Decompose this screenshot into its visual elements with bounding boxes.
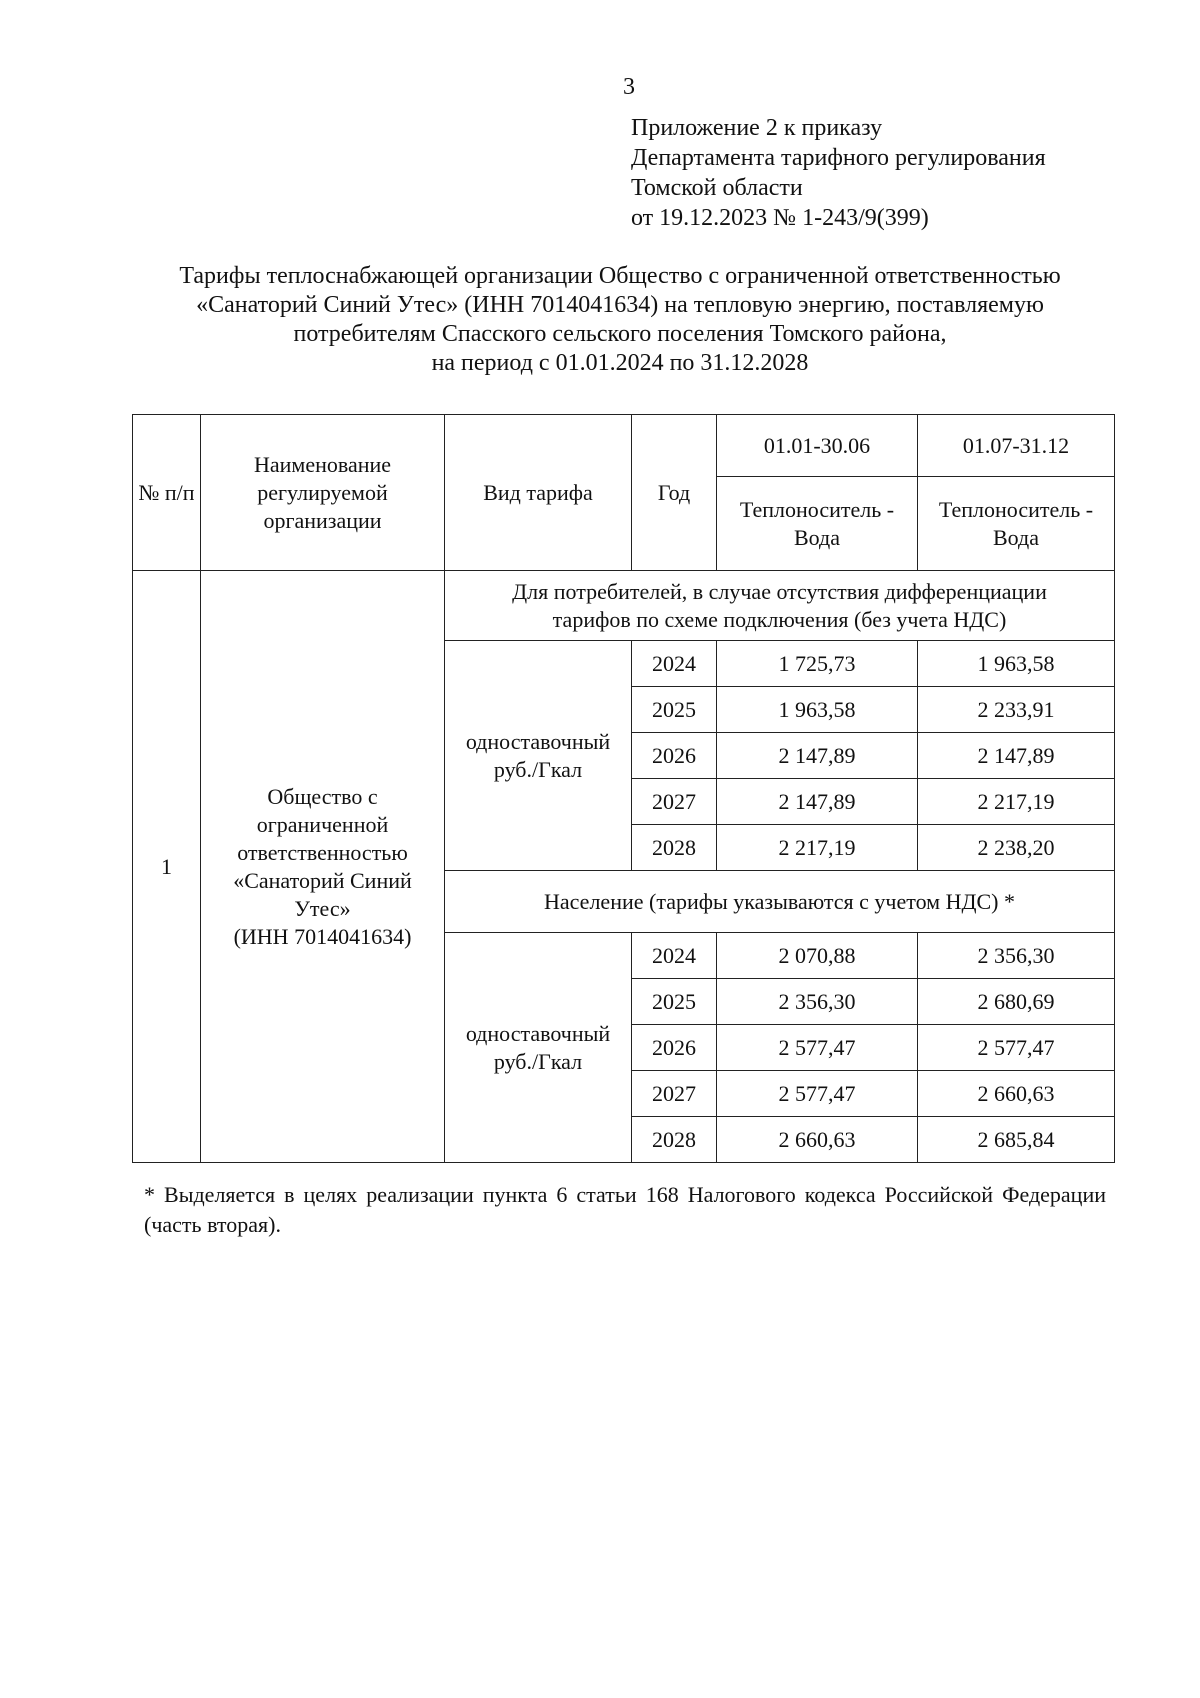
value-cell: 2 147,89 — [717, 733, 918, 779]
organization-name — [201, 571, 445, 1163]
row-number: 1 — [133, 571, 201, 1163]
page-number: 3 — [623, 74, 635, 100]
header-period-2: 01.07-31.12 — [918, 415, 1115, 477]
header-carrier-2: Теплоноситель - Вода — [918, 477, 1115, 571]
section1-heading — [445, 571, 1115, 641]
org-line: (ИНН 7014041634) — [233, 923, 412, 949]
value-cell: 2 577,47 — [717, 1025, 918, 1071]
year-cell: 2028 — [632, 825, 717, 871]
title-line: «Санаторий Синий Утес» (ИНН 7014041634) на тепловую энергию, поставляемую — [196, 292, 1044, 318]
year-cell: 2026 — [632, 733, 717, 779]
section2-tariff-type — [445, 933, 632, 1163]
value-cell: 2 147,89 — [918, 733, 1115, 779]
year-cell: 2024 — [632, 933, 717, 979]
value-cell: 2 577,47 — [717, 1071, 918, 1117]
value-cell: 1 963,58 — [918, 641, 1115, 687]
title-line: потребителям Спасского сельского поселения Томского района, — [293, 321, 947, 347]
year-cell: 2025 — [632, 979, 717, 1025]
value-cell: 2 147,89 — [717, 779, 918, 825]
value-cell: 2 660,63 — [717, 1117, 918, 1163]
header-num: № п/п — [133, 415, 201, 571]
year-cell: 2027 — [632, 779, 717, 825]
appendix-line: Приложение 2 к приказу — [631, 115, 883, 141]
value-cell: 2 356,30 — [717, 979, 918, 1025]
tariff-table — [132, 414, 1115, 1163]
header-org-name: Наименование регулируемой организации — [201, 415, 445, 571]
year-cell: 2026 — [632, 1025, 717, 1071]
value-cell: 1 725,73 — [717, 641, 918, 687]
value-cell: 2 217,19 — [918, 779, 1115, 825]
appendix-reference — [631, 113, 1046, 233]
header-year: Год — [632, 415, 717, 571]
section-heading-row — [133, 571, 1115, 641]
value-cell: 2 685,84 — [918, 1117, 1115, 1163]
header-period-1: 01.01-30.06 — [717, 415, 918, 477]
org-line: «Санаторий Синий — [233, 867, 412, 893]
appendix-line: от 19.12.2023 № 1-243/9(399) — [631, 205, 929, 231]
appendix-line: Департамента тарифного регулирования — [631, 145, 1046, 171]
tariff-type-line: одноставочный — [465, 728, 611, 754]
value-cell: 2 680,69 — [918, 979, 1115, 1025]
document-title — [120, 262, 1120, 378]
org-line: ограниченной — [256, 811, 389, 837]
year-cell: 2028 — [632, 1117, 717, 1163]
header-carrier-1: Теплоноситель - Вода — [717, 477, 918, 571]
tariff-type-line: одноставочный — [465, 1020, 611, 1046]
value-cell: 2 217,19 — [717, 825, 918, 871]
year-cell: 2024 — [632, 641, 717, 687]
year-cell: 2025 — [632, 687, 717, 733]
footnote: * Выделяется в целях реализации пункта 6 статьи 168 Налогового кодекса Российской Федерации (часть вторая). — [144, 1182, 1106, 1237]
header-row — [133, 415, 1115, 477]
tariff-type-line: руб./Гкал — [493, 756, 583, 782]
org-line: ответственностью — [237, 839, 408, 865]
value-cell: 2 070,88 — [717, 933, 918, 979]
org-line: Общество с — [267, 783, 378, 809]
title-line: Тарифы теплоснабжающей организации Общество с ограниченной ответственностью — [179, 263, 1061, 289]
org-line: Утес» — [294, 895, 351, 921]
value-cell: 1 963,58 — [717, 687, 918, 733]
value-cell: 2 660,63 — [918, 1071, 1115, 1117]
tariff-type-line: руб./Гкал — [493, 1048, 583, 1074]
section1-heading-line: тарифов по схеме подключения (без учета НДС) — [552, 606, 1007, 632]
section1-heading-line: Для потребителей, в случае отсутствия дифференциации — [512, 578, 1047, 604]
value-cell: 2 238,20 — [918, 825, 1115, 871]
value-cell: 2 356,30 — [918, 933, 1115, 979]
value-cell: 2 577,47 — [918, 1025, 1115, 1071]
section2-heading: Население (тарифы указываются с учетом НДС) * — [445, 871, 1115, 933]
section1-tariff-type — [445, 641, 632, 871]
appendix-line: Томской области — [631, 175, 803, 201]
header-tariff-type: Вид тарифа — [445, 415, 632, 571]
year-cell: 2027 — [632, 1071, 717, 1117]
title-line: на период с 01.01.2024 по 31.12.2028 — [431, 350, 809, 376]
value-cell: 2 233,91 — [918, 687, 1115, 733]
